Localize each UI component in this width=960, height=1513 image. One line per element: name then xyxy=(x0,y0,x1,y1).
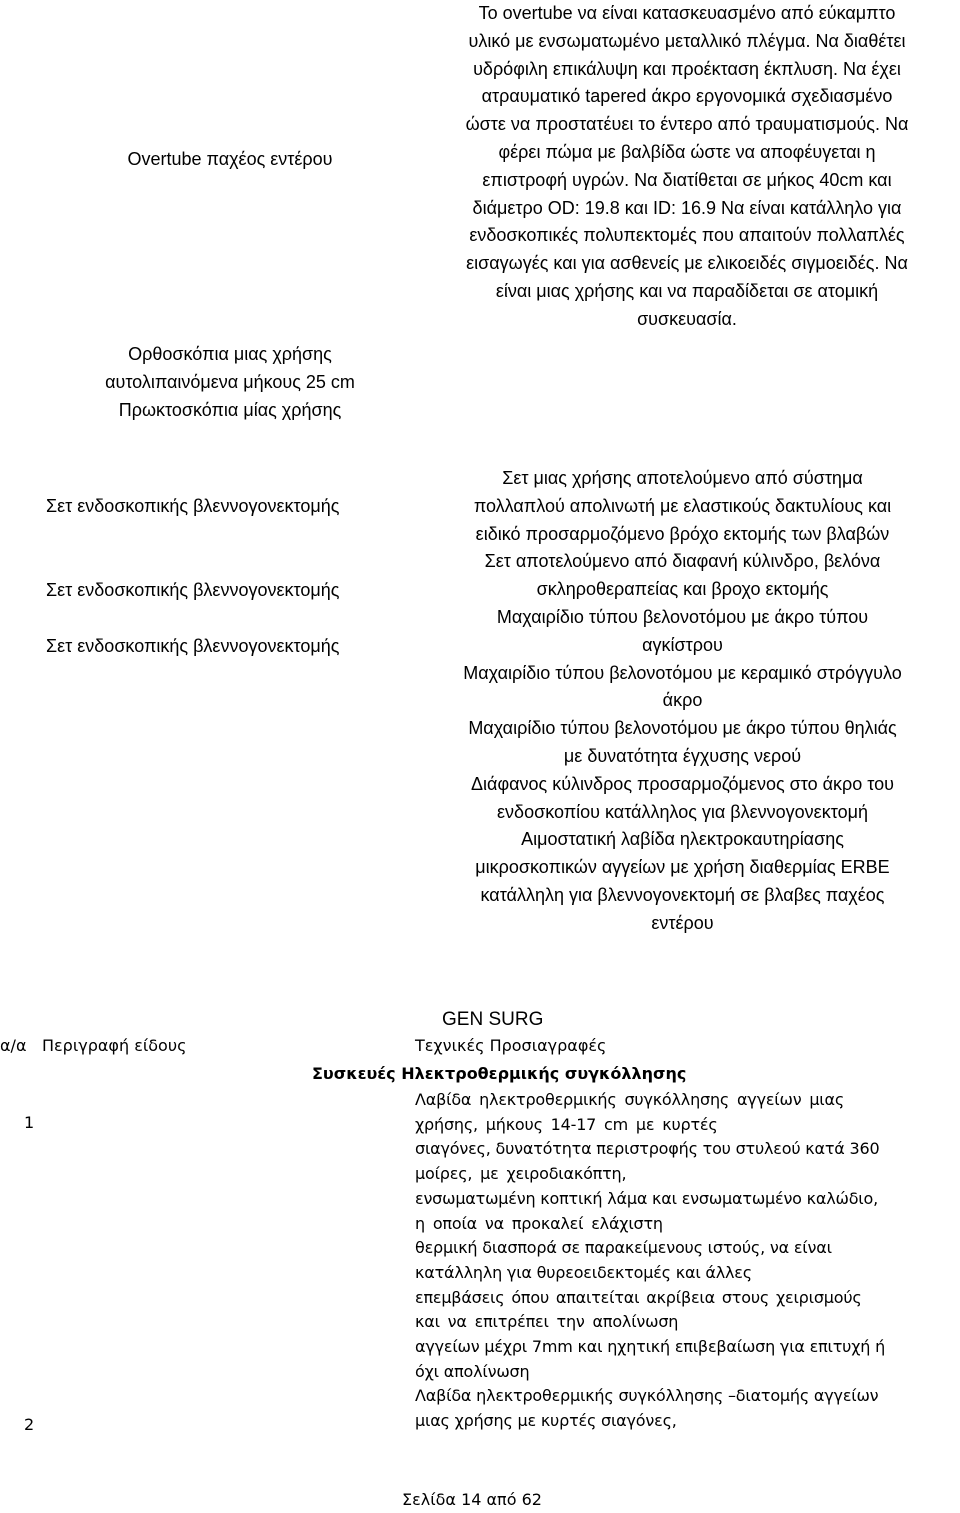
column-description: Περιγραφή είδους xyxy=(42,1036,187,1055)
description-line: είναι μιας χρήσης και να παραδίδεται σε ατομική xyxy=(495,280,879,301)
spec-line: Λαβίδα ηλεκτροθερμικής συγκόλλησης –διατομής αγγείων xyxy=(415,1386,879,1406)
page-number: Σελίδα 14 από 62 xyxy=(402,1490,542,1509)
description-line: άκρο xyxy=(662,690,703,711)
description-line: Σετ αποτελούμενο από διαφανή κύλινδρο, βελόνα xyxy=(484,551,881,572)
spec-lines xyxy=(415,1088,955,1434)
description-line: ειδικό προσαρμοζόμενο βρόχο εκτομής των βλαβών xyxy=(475,523,890,544)
spec-line: ενσωματωμένη κοπτική λάμα και ενσωματωμένο καλώδιο, xyxy=(415,1188,878,1208)
gen-surg-title: GEN SURG xyxy=(442,1009,544,1030)
scopes-line: Πρωκτοσκόπια μίας χρήσης xyxy=(118,399,342,420)
description-line: ενδοσκοπίου κατάλληλος για βλεννογονεκτομή xyxy=(497,801,868,822)
column-aa: α/α xyxy=(0,1036,27,1055)
description-line: ενδοσκοπικές πολυπεκτομές που απαιτούν πολλαπλές xyxy=(469,225,905,246)
spec-line: μιας χρήσης με κυρτές σιαγόνες, xyxy=(415,1411,677,1431)
description-line: Σετ μιας χρήσης αποτελούμενο από σύστημα xyxy=(502,468,863,488)
description-line: Αιμοστατική λαβίδα ηλεκτροκαυτηρίασης xyxy=(521,829,844,850)
description-line: Διάφανος κύλινδρος προσαρμοζόμενος στο άκρο του xyxy=(471,773,894,794)
column-specs: Τεχνικές Προσιαγραφές xyxy=(415,1036,607,1055)
spec-line: χρήσης, μήκους 14-17 cm με κυρτές xyxy=(415,1114,718,1134)
spec-line: θερμική διασπορά σε παρακείμενους ιστούς, να είναι xyxy=(415,1238,832,1258)
spec-line: αγγείων μέχρι 7mm και ηχητική επιβεβαίωση για επιτυχή ή xyxy=(415,1337,886,1357)
row-number-1: 1 xyxy=(24,1113,35,1132)
row-number-2: 2 xyxy=(24,1415,35,1434)
scopes-label xyxy=(60,341,400,424)
description-line: υδρόφιλη επικάλυψη και προέκταση έκπλυση. Να έχει xyxy=(473,58,901,79)
description-line: υλικό με ενσωματωμένο μεταλλικό πλέγμα. Να διαθέτει xyxy=(468,30,906,51)
mucosectomy-item-2: Σετ ενδοσκοπικής βλεννογονεκτομής xyxy=(46,580,340,600)
description-line: διάμετρο OD: 19.8 και ID: 16.9 Να είναι κατάλληλο για xyxy=(472,197,902,218)
category-heading: Συσκευές Ηλεκτροθερμικής συγκόλλησης xyxy=(312,1064,687,1083)
spec-line: και να επιτρέπει την απολίνωση xyxy=(415,1312,679,1332)
description-line: κατάλληλη για βλεννογονεκτομή σε βλαβες παχέος xyxy=(480,884,885,905)
mucosectomy-item-3: Σετ ενδοσκοπικής βλεννογονεκτομής xyxy=(46,636,340,656)
description-line: ατραυματικό tapered άκρο εργονομικά σχεδιασμένο xyxy=(481,86,893,107)
spec-line: όχι απολίνωση xyxy=(415,1361,530,1381)
overtube-label: Overtube παχέος εντέρου xyxy=(127,149,333,169)
description-line: φέρει πώμα με βαλβίδα ώστε να αποφέυγεται η xyxy=(498,141,876,162)
spec-line: μοίρες, με χειροδιακόπτη, xyxy=(415,1164,627,1184)
description-line: πολλαπλού απολινωτή με ελαστικούς δακτυλίους και xyxy=(473,495,892,516)
description-line: ώστε να προστατέυει το έντερο από τραυματισμούς. Να xyxy=(465,114,909,135)
description-line: Μαχαιρίδιο τύπου βελονοτόμου με άκρο τύπου θηλιάς xyxy=(468,718,897,739)
overtube-description xyxy=(414,0,960,334)
spec-line: Λαβίδα ηλεκτροθερμικής συγκόλλησης αγγείων μιας xyxy=(415,1090,845,1109)
scopes-line: αυτολιπαινόμενα μήκους 25 cm xyxy=(105,371,355,392)
description-line: αγκίστρου xyxy=(642,634,723,655)
spec-line: επεμβάσεις όπου απαιτείται ακρίβεια στους χειρισμούς xyxy=(415,1287,862,1307)
spec-line: η οποία να προκαλεί ελάχιστη xyxy=(415,1213,663,1233)
description-line: μικροσκοπικών αγγείων με χρήση διαθερμίας ERBE xyxy=(475,857,890,878)
spec-line: σιαγόνες, δυνατότητα περιστροφής του στυλεού κατά 360 xyxy=(415,1139,880,1159)
description-line: Μαχαιρίδιο τύπου βελονοτόμου με άκρο τύπου xyxy=(496,606,869,627)
mucosectomy-item-1: Σετ ενδοσκοπικής βλεννογονεκτομής xyxy=(46,496,340,516)
spec-line: κατάλληλη για θυρεοειδεκτομές και άλλες xyxy=(415,1262,752,1282)
scopes-line: Ορθοσκόπια μιας χρήσης xyxy=(128,344,332,364)
description-line: Μαχαιρίδιο τύπου βελονοτόμου με κεραμικό στρόγγυλο xyxy=(463,662,902,683)
description-line: με δυνατότητα έγχυσης νερού xyxy=(563,745,802,766)
mucosectomy-descriptions xyxy=(405,465,960,938)
description-line: εισαγωγές και για ασθενείς με ελικοειδές σιγμοειδές. Να xyxy=(466,253,908,274)
description-line: σκληροθεραπείας και βροχο εκτομής xyxy=(536,579,829,600)
description-line: εντέρου xyxy=(651,912,714,933)
description-line: επιστροφή υγρών. Να διατίθεται σε μήκος 40cm και xyxy=(482,169,892,190)
description-line: Το overtube να είναι κατασκευασμένο από εύκαμπτο xyxy=(478,3,896,23)
description-line: συσκευασία. xyxy=(637,308,737,329)
